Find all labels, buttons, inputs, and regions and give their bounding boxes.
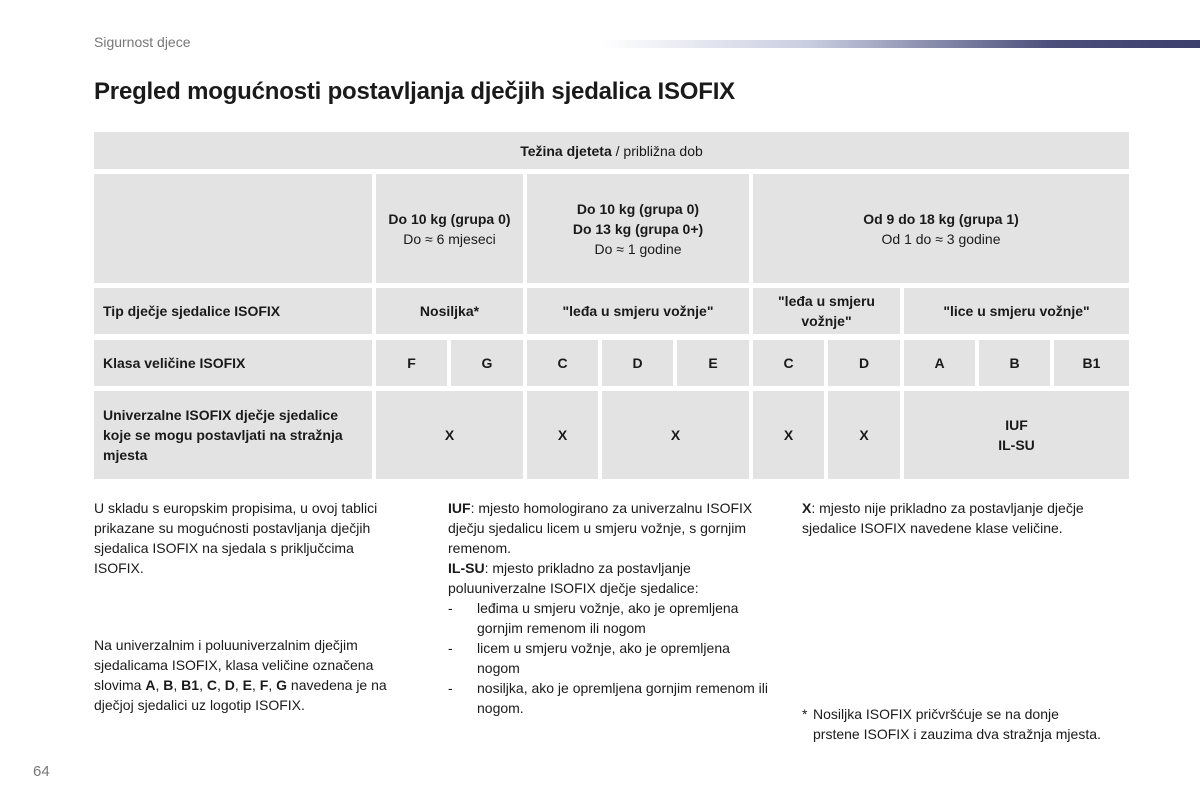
group-header-3 [753, 174, 1129, 283]
ilsu-value: IL-SU [998, 437, 1035, 453]
class-cell: B1 [1054, 340, 1129, 386]
group-3-weight: Od 9 do 18 kg (grupa 1) [863, 210, 1019, 227]
type-cell: "lice u smjeru vožnje" [904, 288, 1129, 334]
universal-cell: X [753, 391, 824, 479]
type-cell: "leđa u smjeru vožnje" [753, 288, 900, 334]
group-2-weight-a: Do 10 kg (grupa 0) [576, 200, 700, 217]
class-cell: C [753, 340, 824, 386]
type-cell: Nosiljka* [376, 288, 523, 334]
iuf-note [448, 498, 773, 558]
ilsu-label: IL-SU [448, 560, 485, 576]
age-label: / približna dob [611, 142, 703, 159]
universal-iuf-cell [904, 391, 1129, 479]
row-class-label: Klasa veličine ISOFIX [94, 340, 372, 386]
weight-age-header [94, 132, 1129, 169]
class-cell: C [527, 340, 598, 386]
weight-label: Težina djeteta [520, 142, 612, 159]
header-gradient-bar [600, 40, 1200, 48]
iuf-label: IUF [448, 500, 471, 516]
notes-column-2 [448, 498, 773, 718]
ilsu-text: : mjesto prikladno za postavljanje poluuniverzalne ISOFIX dječje sjedalice: [448, 560, 699, 596]
letter: B1 [181, 677, 200, 693]
group-2-weight-b: Do 13 kg (grupa 0+) [572, 220, 704, 237]
size-class-text-end: navedena je na dječjoj sjedalici uz logotip ISOFIX. [94, 677, 387, 713]
letter: G [276, 677, 288, 693]
iuf-value: IUF [1005, 417, 1028, 433]
footnote [802, 704, 1102, 744]
type-cell: "leđa u smjeru vožnje" [527, 288, 749, 334]
notes-column-1 [94, 498, 404, 578]
row-universal-label: Univerzalne ISOFIX dječje sjedalice koje se mogu postavljati na stražnja mjesta [94, 391, 372, 479]
notes-column-3 [802, 498, 1122, 538]
class-cell: F [376, 340, 447, 386]
ilsu-note [448, 558, 773, 598]
letter: D [224, 677, 235, 693]
class-cell: B [979, 340, 1050, 386]
intro-paragraph: U skladu s europskim propisima, u ovoj tablici prikazane su mogućnosti postavljanja dječjih sjedalica ISOFIX na sjedala s priključcima ISOFIX. [94, 500, 378, 576]
x-text: : mjesto nije prikladno za postavljanje dječje sjedalice ISOFIX navedene klase veličine. [802, 500, 1084, 536]
class-cell: D [828, 340, 900, 386]
page-title: Pregled mogućnosti postavljanja dječjih sjedalica ISOFIX [94, 78, 735, 105]
group-header-2 [527, 174, 749, 283]
universal-cell: X [376, 391, 523, 479]
footnote-text: Nosiljka ISOFIX pričvršćuje se na donje prstene ISOFIX i zauzima dva stražnja mjesta. [813, 706, 1101, 742]
page-number: 64 [33, 763, 50, 780]
universal-cell: X [828, 391, 900, 479]
group-2-age: Do ≈ 1 godine [594, 240, 682, 257]
list-item: - licem u smjeru vožnje, ako je opremljena nogom [448, 640, 730, 676]
size-class-text: Na univerzalnim i poluuniverzalnim dječjim sjedalicama ISOFIX, klasa veličine označena slovima [94, 637, 374, 693]
x-label: X [802, 500, 812, 516]
class-cell: G [451, 340, 523, 386]
group-3-age: Od 1 do ≈ 3 godine [881, 230, 1001, 247]
size-class-paragraph: Na univerzalnim i poluuniverzalnim dječjim sjedalicama ISOFIX, klasa veličine označena slovima A, B, B1, C, D, E, F, G navedena je na dječjoj sjedalici uz logotip ISOFIX. [94, 637, 387, 713]
list-item: - leđima u smjeru vožnje, ako je opremljena gornjim remenom ili nogom [448, 600, 739, 636]
list-item: - nosiljka, ako je opremljena gornjim remenom ili nogom. [448, 680, 769, 716]
letter: B [163, 677, 174, 693]
class-cell: D [602, 340, 673, 386]
universal-cell: X [527, 391, 598, 479]
footnote-star: * [802, 706, 808, 722]
class-cell: E [677, 340, 749, 386]
letter: C [206, 677, 217, 693]
letter: A [145, 677, 156, 693]
group-1-age: Do ≈ 6 mjeseci [403, 230, 496, 247]
corner-empty-cell [94, 174, 372, 283]
group-header-1 [376, 174, 523, 283]
class-cell: A [904, 340, 975, 386]
universal-cell: X [602, 391, 749, 479]
x-note [802, 498, 1122, 538]
iuf-text: : mjesto homologirano za univerzalnu ISOFIX dječju sjedalicu licem u smjeru vožnje, s gornjim remenom. [448, 500, 753, 556]
letter: E [242, 677, 253, 693]
row-type-label: Tip dječje sjedalice ISOFIX [94, 288, 372, 334]
section-title: Sigurnost djece [94, 34, 191, 50]
group-1-weight: Do 10 kg (grupa 0) [388, 210, 511, 227]
letter: F [259, 677, 269, 693]
